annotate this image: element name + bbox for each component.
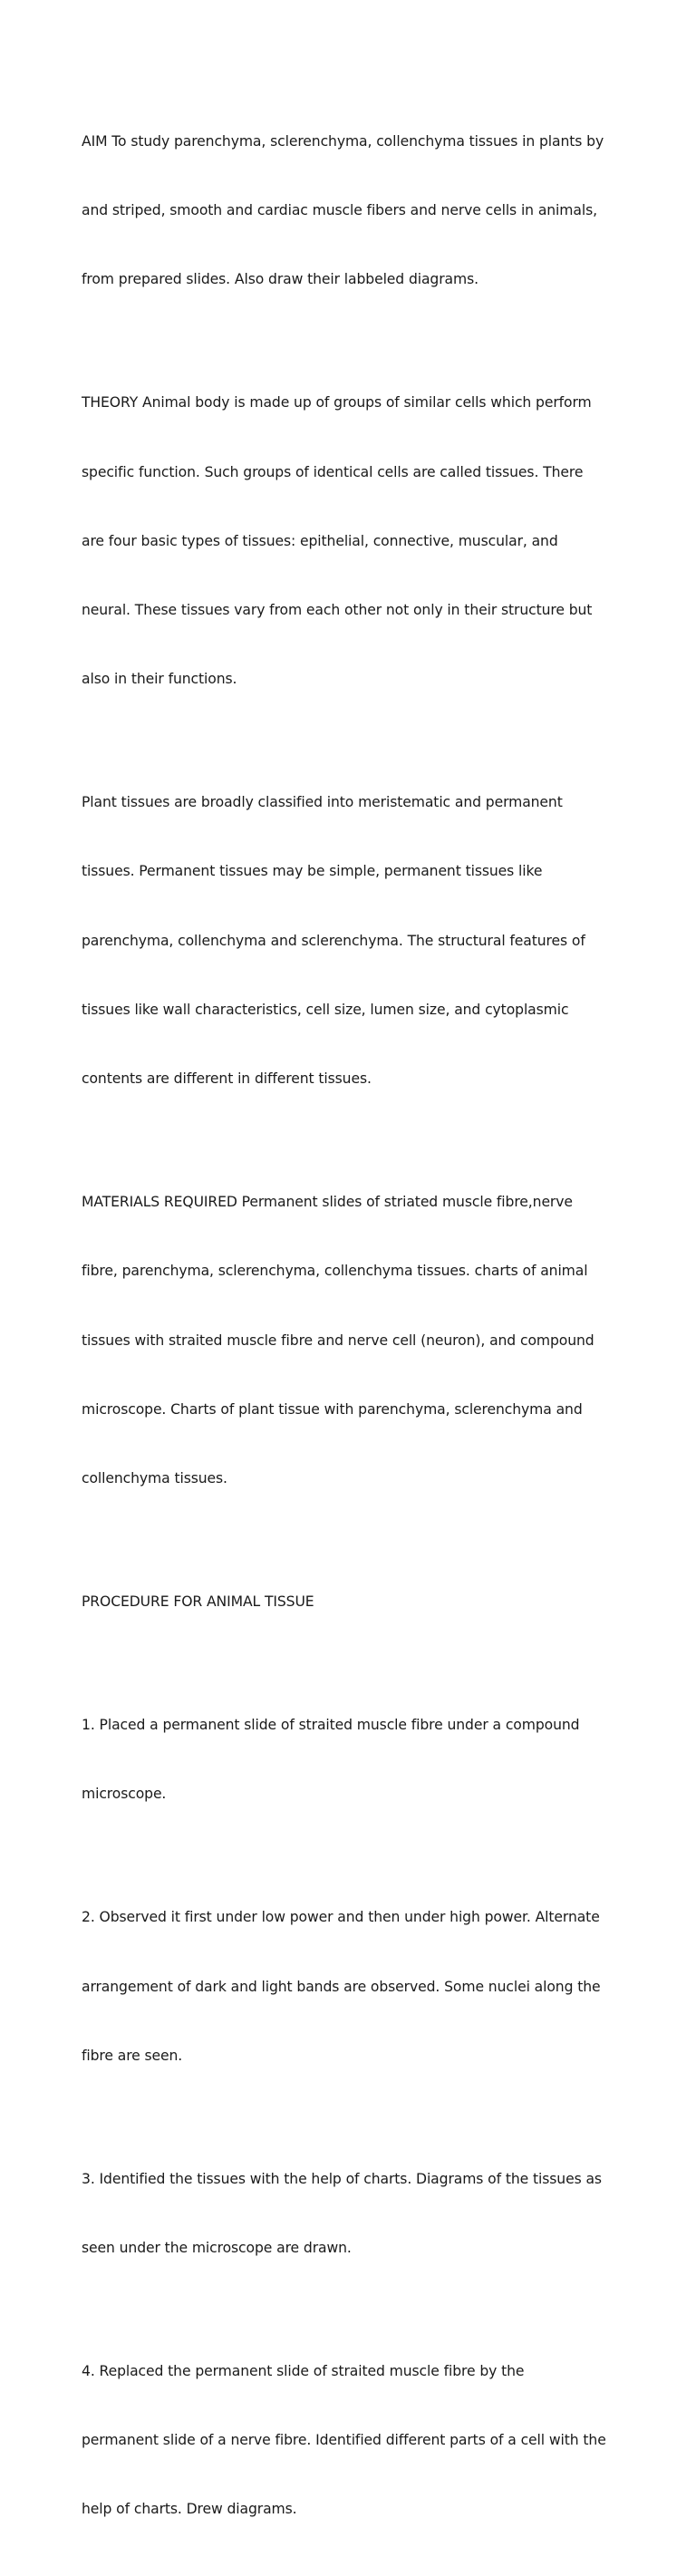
text-line: permanent slide of a nerve fibre. Identified different parts of a cell with the bbox=[82, 2432, 606, 2449]
text-line: tissues. Permanent tissues may be simple, permanent tissues like bbox=[82, 863, 543, 880]
text-line: arrangement of dark and light bands are observed. Some nuclei along the bbox=[82, 1978, 601, 1995]
procedure-step-4 bbox=[82, 2314, 625, 2567]
text-line: AIM To study parenchyma, sclerenchyma, collenchyma tissues in plants by bbox=[82, 132, 604, 150]
text-line: fibre are seen. bbox=[82, 2047, 183, 2064]
text-line: neural. These tissues vary from each other not only in their structure but bbox=[82, 601, 593, 618]
text-line: also in their functions. bbox=[82, 671, 237, 688]
procedure-heading bbox=[82, 1545, 625, 1660]
paragraph-plant-tissues bbox=[82, 745, 625, 1137]
text-line: specific function. Such groups of identical cells are called tissues. There bbox=[82, 463, 584, 480]
paragraph-theory bbox=[82, 345, 625, 737]
text-line: tissues like wall characteristics, cell size, lumen size, and cytoplasmic bbox=[82, 1001, 569, 1018]
text-line: MATERIALS REQUIRED Permanent slides of striated muscle fibre,nerve bbox=[82, 1194, 573, 1211]
text-line: Plant tissues are broadly classified into meristematic and permanent bbox=[82, 794, 563, 811]
text-line: 4. Replaced the permanent slide of straited muscle fibre by the bbox=[82, 2363, 525, 2379]
text-line: fibre, parenchyma, sclerenchyma, collenchyma tissues. charts of animal bbox=[82, 1263, 588, 1280]
text-line: and striped, smooth and cardiac muscle fibers and nerve cells in animals, bbox=[82, 202, 597, 219]
text-line: 1. Placed a permanent slide of straited muscle fibre under a compound bbox=[82, 1717, 580, 1734]
text-line: seen under the microscope are drawn. bbox=[82, 2239, 352, 2256]
text-line: help of charts. Drew diagrams. bbox=[82, 2501, 297, 2518]
text-line: THEORY Animal body is made up of groups of similar cells which perform bbox=[82, 394, 592, 412]
paragraph-materials bbox=[82, 1145, 625, 1536]
text-line: parenchyma, collenchyma and sclerenchyma. The structural features of bbox=[82, 932, 585, 949]
text-line: are four basic types of tissues: epithelial, connective, muscular, and bbox=[82, 532, 558, 549]
text-line: microscope. bbox=[82, 1786, 167, 1803]
document-body bbox=[82, 84, 625, 2576]
text-line: PROCEDURE FOR ANIMAL TISSUE bbox=[82, 1593, 314, 1610]
text-line: tissues with straited muscle fibre and nerve cell (neuron), and compound bbox=[82, 1332, 594, 1349]
text-line: 3. Identified the tissues with the help of charts. Diagrams of the tissues as bbox=[82, 2170, 602, 2187]
procedure-step-3 bbox=[82, 2122, 625, 2306]
procedure-step-1 bbox=[82, 1668, 625, 1852]
text-line: contents are different in different tissues. bbox=[82, 1070, 372, 1088]
text-line: from prepared slides. Also draw their labbeled diagrams. bbox=[82, 271, 478, 288]
procedure-step-2 bbox=[82, 1860, 625, 2113]
text-line: 2. Observed it first under low power and then under high power. Alternate bbox=[82, 1909, 600, 1926]
paragraph-aim bbox=[82, 84, 625, 337]
text-line: microscope. Charts of plant tissue with parenchyma, sclerenchyma and bbox=[82, 1400, 583, 1418]
text-line: collenchyma tissues. bbox=[82, 1469, 227, 1487]
